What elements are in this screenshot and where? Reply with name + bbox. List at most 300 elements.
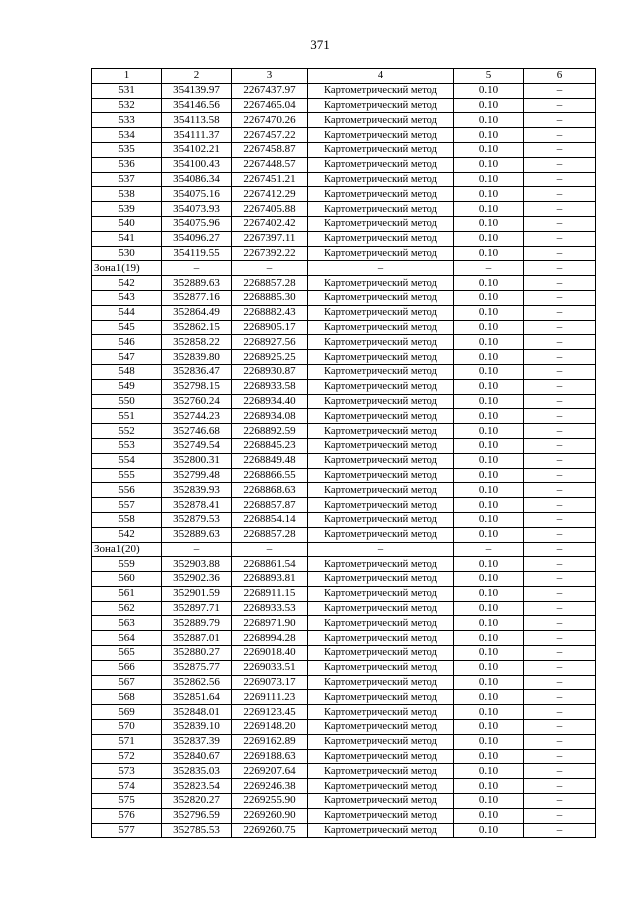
description-cell: – xyxy=(524,261,596,276)
accuracy-cell: 0.10 xyxy=(454,572,524,587)
x-coordinate-cell: – xyxy=(162,542,232,557)
table-row xyxy=(92,172,596,187)
method-cell: Картометрический метод xyxy=(308,142,454,157)
accuracy-cell: 0.10 xyxy=(454,808,524,823)
method-cell: Картометрический метод xyxy=(308,616,454,631)
point-number-cell: 575 xyxy=(92,794,162,809)
point-number-cell: 571 xyxy=(92,734,162,749)
y-coordinate-cell: 2268868.63 xyxy=(232,483,308,498)
method-cell: Картометрический метод xyxy=(308,705,454,720)
method-cell: Картометрический метод xyxy=(308,364,454,379)
table-row xyxy=(92,586,596,601)
accuracy-cell: 0.10 xyxy=(454,764,524,779)
accuracy-cell: 0.10 xyxy=(454,720,524,735)
x-coordinate-cell: 352837.39 xyxy=(162,734,232,749)
header-cell: 6 xyxy=(524,69,596,84)
accuracy-cell: 0.10 xyxy=(454,187,524,202)
x-coordinate-cell: 354100.43 xyxy=(162,157,232,172)
y-coordinate-cell: 2268925.25 xyxy=(232,350,308,365)
method-cell: Картометрический метод xyxy=(308,113,454,128)
header-cell: 2 xyxy=(162,69,232,84)
y-coordinate-cell: 2269207.64 xyxy=(232,764,308,779)
x-coordinate-cell: 352864.49 xyxy=(162,305,232,320)
method-cell: Картометрический метод xyxy=(308,438,454,453)
accuracy-cell: 0.10 xyxy=(454,586,524,601)
x-coordinate-cell: 354073.93 xyxy=(162,202,232,217)
table-row xyxy=(92,409,596,424)
method-cell: Картометрический метод xyxy=(308,172,454,187)
zone-row xyxy=(92,542,596,557)
point-number-cell: 564 xyxy=(92,631,162,646)
point-number-cell: 569 xyxy=(92,705,162,720)
zone-row xyxy=(92,261,596,276)
accuracy-cell: 0.10 xyxy=(454,113,524,128)
accuracy-cell: 0.10 xyxy=(454,379,524,394)
header-cell: 1 xyxy=(92,69,162,84)
method-cell: Картометрический метод xyxy=(308,157,454,172)
description-cell: – xyxy=(524,350,596,365)
y-coordinate-cell: 2267402.42 xyxy=(232,216,308,231)
x-coordinate-cell: 352785.53 xyxy=(162,823,232,838)
x-coordinate-cell: 352875.77 xyxy=(162,660,232,675)
accuracy-cell: 0.10 xyxy=(454,734,524,749)
description-cell: – xyxy=(524,631,596,646)
table-row xyxy=(92,202,596,217)
table-row xyxy=(92,290,596,305)
method-cell: Картометрический метод xyxy=(308,453,454,468)
x-coordinate-cell: 352796.59 xyxy=(162,808,232,823)
y-coordinate-cell: 2269148.20 xyxy=(232,720,308,735)
accuracy-cell: 0.10 xyxy=(454,424,524,439)
y-coordinate-cell: 2269188.63 xyxy=(232,749,308,764)
description-cell: – xyxy=(524,453,596,468)
y-coordinate-cell: 2268861.54 xyxy=(232,557,308,572)
y-coordinate-cell: 2269246.38 xyxy=(232,779,308,794)
y-coordinate-cell: 2267451.21 xyxy=(232,172,308,187)
description-cell: – xyxy=(524,172,596,187)
method-cell: – xyxy=(308,261,454,276)
method-cell: Картометрический метод xyxy=(308,83,454,98)
accuracy-cell: 0.10 xyxy=(454,690,524,705)
point-number-cell: 534 xyxy=(92,128,162,143)
table-row xyxy=(92,305,596,320)
table-row xyxy=(92,779,596,794)
method-cell: Картометрический метод xyxy=(308,512,454,527)
coordinates-table xyxy=(91,68,596,838)
method-cell: Картометрический метод xyxy=(308,764,454,779)
x-coordinate-cell: 354139.97 xyxy=(162,83,232,98)
y-coordinate-cell: 2268857.87 xyxy=(232,498,308,513)
table-row xyxy=(92,601,596,616)
method-cell: Картометрический метод xyxy=(308,498,454,513)
point-number-cell: 538 xyxy=(92,187,162,202)
description-cell: – xyxy=(524,231,596,246)
description-cell: – xyxy=(524,734,596,749)
x-coordinate-cell: 352799.48 xyxy=(162,468,232,483)
x-coordinate-cell: 354102.21 xyxy=(162,142,232,157)
accuracy-cell: 0.10 xyxy=(454,557,524,572)
table-row xyxy=(92,246,596,261)
accuracy-cell: 0.10 xyxy=(454,779,524,794)
y-coordinate-cell: 2268911.15 xyxy=(232,586,308,601)
y-coordinate-cell: 2269073.17 xyxy=(232,675,308,690)
description-cell: – xyxy=(524,379,596,394)
description-cell: – xyxy=(524,157,596,172)
method-cell: Картометрический метод xyxy=(308,246,454,261)
description-cell: – xyxy=(524,675,596,690)
method-cell: Картометрический метод xyxy=(308,675,454,690)
table-row xyxy=(92,720,596,735)
x-coordinate-cell: 352889.63 xyxy=(162,276,232,291)
table-row xyxy=(92,675,596,690)
y-coordinate-cell: 2267392.22 xyxy=(232,246,308,261)
description-cell: – xyxy=(524,276,596,291)
point-number-cell: 556 xyxy=(92,483,162,498)
accuracy-cell: 0.10 xyxy=(454,320,524,335)
table-body xyxy=(92,83,596,838)
method-cell: Картометрический метод xyxy=(308,646,454,661)
table-row xyxy=(92,320,596,335)
table-row xyxy=(92,187,596,202)
point-number-cell: 547 xyxy=(92,350,162,365)
y-coordinate-cell: 2268934.40 xyxy=(232,394,308,409)
method-cell: Картометрический метод xyxy=(308,808,454,823)
page-number: 371 xyxy=(310,37,330,52)
method-cell: Картометрический метод xyxy=(308,483,454,498)
accuracy-cell: 0.10 xyxy=(454,601,524,616)
table-row xyxy=(92,424,596,439)
accuracy-cell: 0.10 xyxy=(454,705,524,720)
x-coordinate-cell: 352880.27 xyxy=(162,646,232,661)
x-coordinate-cell: 352823.54 xyxy=(162,779,232,794)
description-cell: – xyxy=(524,764,596,779)
method-cell: Картометрический метод xyxy=(308,216,454,231)
x-coordinate-cell: – xyxy=(162,261,232,276)
point-number-cell: 558 xyxy=(92,512,162,527)
y-coordinate-cell: 2269033.51 xyxy=(232,660,308,675)
accuracy-cell: – xyxy=(454,542,524,557)
table-row xyxy=(92,276,596,291)
point-number-cell: 545 xyxy=(92,320,162,335)
point-number-cell: 541 xyxy=(92,231,162,246)
accuracy-cell: – xyxy=(454,261,524,276)
point-number-cell: 570 xyxy=(92,720,162,735)
method-cell: Картометрический метод xyxy=(308,320,454,335)
y-coordinate-cell: 2268857.28 xyxy=(232,276,308,291)
method-cell: Картометрический метод xyxy=(308,424,454,439)
description-cell: – xyxy=(524,601,596,616)
y-coordinate-cell: 2267470.26 xyxy=(232,113,308,128)
x-coordinate-cell: 352879.53 xyxy=(162,512,232,527)
method-cell: Картометрический метод xyxy=(308,305,454,320)
table-row xyxy=(92,646,596,661)
description-cell: – xyxy=(524,438,596,453)
table-row xyxy=(92,231,596,246)
point-number-cell: 539 xyxy=(92,202,162,217)
x-coordinate-cell: 352901.59 xyxy=(162,586,232,601)
method-cell: Картометрический метод xyxy=(308,409,454,424)
method-cell: Картометрический метод xyxy=(308,749,454,764)
point-number-cell: 566 xyxy=(92,660,162,675)
table-row xyxy=(92,823,596,838)
method-cell: Картометрический метод xyxy=(308,276,454,291)
point-number-cell: 574 xyxy=(92,779,162,794)
table-row xyxy=(92,483,596,498)
method-cell: Картометрический метод xyxy=(308,572,454,587)
point-number-cell: 546 xyxy=(92,335,162,350)
point-number-cell: 562 xyxy=(92,601,162,616)
point-number-cell: 573 xyxy=(92,764,162,779)
accuracy-cell: 0.10 xyxy=(454,98,524,113)
method-cell: Картометрический метод xyxy=(308,128,454,143)
x-coordinate-cell: 352848.01 xyxy=(162,705,232,720)
y-coordinate-cell: 2268857.28 xyxy=(232,527,308,542)
point-number-cell: 533 xyxy=(92,113,162,128)
y-coordinate-cell: 2267405.88 xyxy=(232,202,308,217)
table-header-row xyxy=(92,69,596,84)
method-cell: Картометрический метод xyxy=(308,290,454,305)
method-cell: Картометрический метод xyxy=(308,335,454,350)
point-number-cell: 549 xyxy=(92,379,162,394)
table-row xyxy=(92,335,596,350)
table-row xyxy=(92,512,596,527)
x-coordinate-cell: 352744.23 xyxy=(162,409,232,424)
method-cell: Картометрический метод xyxy=(308,98,454,113)
method-cell: Картометрический метод xyxy=(308,660,454,675)
description-cell: – xyxy=(524,586,596,601)
table-row xyxy=(92,498,596,513)
accuracy-cell: 0.10 xyxy=(454,157,524,172)
accuracy-cell: 0.10 xyxy=(454,231,524,246)
table-row xyxy=(92,690,596,705)
header-cell: 5 xyxy=(454,69,524,84)
y-coordinate-cell: 2268994.28 xyxy=(232,631,308,646)
method-cell: Картометрический метод xyxy=(308,601,454,616)
point-number-cell: 567 xyxy=(92,675,162,690)
description-cell: – xyxy=(524,216,596,231)
method-cell: Картометрический метод xyxy=(308,394,454,409)
accuracy-cell: 0.10 xyxy=(454,202,524,217)
description-cell: – xyxy=(524,468,596,483)
table-row xyxy=(92,142,596,157)
accuracy-cell: 0.10 xyxy=(454,83,524,98)
y-coordinate-cell: 2269260.90 xyxy=(232,808,308,823)
method-cell: Картометрический метод xyxy=(308,350,454,365)
zone-label-cell: Зона1(20) xyxy=(92,542,162,557)
description-cell: – xyxy=(524,113,596,128)
method-cell: Картометрический метод xyxy=(308,734,454,749)
description-cell: – xyxy=(524,364,596,379)
method-cell: Картометрический метод xyxy=(308,231,454,246)
y-coordinate-cell: 2267458.87 xyxy=(232,142,308,157)
table-row xyxy=(92,453,596,468)
point-number-cell: 548 xyxy=(92,364,162,379)
y-coordinate-cell: 2268930.87 xyxy=(232,364,308,379)
description-cell: – xyxy=(524,290,596,305)
description-cell: – xyxy=(524,572,596,587)
point-number-cell: 542 xyxy=(92,527,162,542)
point-number-cell: 536 xyxy=(92,157,162,172)
point-number-cell: 563 xyxy=(92,616,162,631)
y-coordinate-cell: 2268933.58 xyxy=(232,379,308,394)
point-number-cell: 557 xyxy=(92,498,162,513)
y-coordinate-cell: 2268849.48 xyxy=(232,453,308,468)
accuracy-cell: 0.10 xyxy=(454,409,524,424)
point-number-cell: 555 xyxy=(92,468,162,483)
method-cell: Картометрический метод xyxy=(308,631,454,646)
accuracy-cell: 0.10 xyxy=(454,246,524,261)
description-cell: – xyxy=(524,557,596,572)
description-cell: – xyxy=(524,512,596,527)
point-number-cell: 531 xyxy=(92,83,162,98)
accuracy-cell: 0.10 xyxy=(454,216,524,231)
x-coordinate-cell: 352889.63 xyxy=(162,527,232,542)
description-cell: – xyxy=(524,409,596,424)
zone-label-cell: Зона1(19) xyxy=(92,261,162,276)
table-row xyxy=(92,379,596,394)
point-number-cell: 559 xyxy=(92,557,162,572)
x-coordinate-cell: 354146.56 xyxy=(162,98,232,113)
table-row xyxy=(92,794,596,809)
y-coordinate-cell: 2268882.43 xyxy=(232,305,308,320)
accuracy-cell: 0.10 xyxy=(454,172,524,187)
x-coordinate-cell: 352798.15 xyxy=(162,379,232,394)
accuracy-cell: 0.10 xyxy=(454,749,524,764)
description-cell: – xyxy=(524,705,596,720)
description-cell: – xyxy=(524,246,596,261)
table-row xyxy=(92,616,596,631)
accuracy-cell: 0.10 xyxy=(454,675,524,690)
description-cell: – xyxy=(524,394,596,409)
point-number-cell: 576 xyxy=(92,808,162,823)
header-cell: 4 xyxy=(308,69,454,84)
x-coordinate-cell: 352877.16 xyxy=(162,290,232,305)
method-cell: Картометрический метод xyxy=(308,823,454,838)
method-cell: Картометрический метод xyxy=(308,527,454,542)
table-row xyxy=(92,468,596,483)
table-row xyxy=(92,572,596,587)
accuracy-cell: 0.10 xyxy=(454,512,524,527)
description-cell: – xyxy=(524,749,596,764)
accuracy-cell: 0.10 xyxy=(454,483,524,498)
point-number-cell: 572 xyxy=(92,749,162,764)
description-cell: – xyxy=(524,98,596,113)
y-coordinate-cell: 2268934.08 xyxy=(232,409,308,424)
point-number-cell: 530 xyxy=(92,246,162,261)
description-cell: – xyxy=(524,83,596,98)
accuracy-cell: 0.10 xyxy=(454,498,524,513)
method-cell: Картометрический метод xyxy=(308,794,454,809)
point-number-cell: 543 xyxy=(92,290,162,305)
method-cell: Картометрический метод xyxy=(308,779,454,794)
table-row xyxy=(92,705,596,720)
table-row xyxy=(92,350,596,365)
point-number-cell: 540 xyxy=(92,216,162,231)
description-cell: – xyxy=(524,424,596,439)
x-coordinate-cell: 352897.71 xyxy=(162,601,232,616)
x-coordinate-cell: 354075.16 xyxy=(162,187,232,202)
description-cell: – xyxy=(524,720,596,735)
table-row xyxy=(92,216,596,231)
point-number-cell: 537 xyxy=(92,172,162,187)
point-number-cell: 544 xyxy=(92,305,162,320)
x-coordinate-cell: 352749.54 xyxy=(162,438,232,453)
accuracy-cell: 0.10 xyxy=(454,305,524,320)
header-cell: 3 xyxy=(232,69,308,84)
description-cell: – xyxy=(524,142,596,157)
y-coordinate-cell: 2267457.22 xyxy=(232,128,308,143)
x-coordinate-cell: 352902.36 xyxy=(162,572,232,587)
y-coordinate-cell: 2267437.97 xyxy=(232,83,308,98)
table-row xyxy=(92,364,596,379)
x-coordinate-cell: 352862.15 xyxy=(162,320,232,335)
x-coordinate-cell: 352858.22 xyxy=(162,335,232,350)
y-coordinate-cell: 2268854.14 xyxy=(232,512,308,527)
y-coordinate-cell: 2268905.17 xyxy=(232,320,308,335)
x-coordinate-cell: 352839.80 xyxy=(162,350,232,365)
accuracy-cell: 0.10 xyxy=(454,794,524,809)
point-number-cell: 542 xyxy=(92,276,162,291)
table-row xyxy=(92,631,596,646)
y-coordinate-cell: 2269162.89 xyxy=(232,734,308,749)
x-coordinate-cell: 352903.88 xyxy=(162,557,232,572)
accuracy-cell: 0.10 xyxy=(454,468,524,483)
point-number-cell: 532 xyxy=(92,98,162,113)
table-row xyxy=(92,764,596,779)
x-coordinate-cell: 352878.41 xyxy=(162,498,232,513)
x-coordinate-cell: 352839.10 xyxy=(162,720,232,735)
method-cell: – xyxy=(308,542,454,557)
y-coordinate-cell: 2268927.56 xyxy=(232,335,308,350)
description-cell: – xyxy=(524,483,596,498)
x-coordinate-cell: 354075.96 xyxy=(162,216,232,231)
y-coordinate-cell: 2268885.30 xyxy=(232,290,308,305)
x-coordinate-cell: 352840.67 xyxy=(162,749,232,764)
method-cell: Картометрический метод xyxy=(308,379,454,394)
accuracy-cell: 0.10 xyxy=(454,646,524,661)
y-coordinate-cell: 2268893.81 xyxy=(232,572,308,587)
method-cell: Картометрический метод xyxy=(308,586,454,601)
accuracy-cell: 0.10 xyxy=(454,394,524,409)
y-coordinate-cell: 2267412.29 xyxy=(232,187,308,202)
point-number-cell: 554 xyxy=(92,453,162,468)
y-coordinate-cell: 2269123.45 xyxy=(232,705,308,720)
x-coordinate-cell: 352836.47 xyxy=(162,364,232,379)
accuracy-cell: 0.10 xyxy=(454,290,524,305)
table-row xyxy=(92,660,596,675)
method-cell: Картометрический метод xyxy=(308,720,454,735)
accuracy-cell: 0.10 xyxy=(454,631,524,646)
method-cell: Картометрический метод xyxy=(308,202,454,217)
method-cell: Картометрический метод xyxy=(308,557,454,572)
table-row xyxy=(92,98,596,113)
point-number-cell: 577 xyxy=(92,823,162,838)
y-coordinate-cell: 2267397.11 xyxy=(232,231,308,246)
accuracy-cell: 0.10 xyxy=(454,823,524,838)
accuracy-cell: 0.10 xyxy=(454,527,524,542)
y-coordinate-cell: 2268971.90 xyxy=(232,616,308,631)
description-cell: – xyxy=(524,779,596,794)
accuracy-cell: 0.10 xyxy=(454,128,524,143)
method-cell: Картометрический метод xyxy=(308,468,454,483)
description-cell: – xyxy=(524,128,596,143)
table-row xyxy=(92,157,596,172)
table-row xyxy=(92,808,596,823)
y-coordinate-cell: 2268933.53 xyxy=(232,601,308,616)
x-coordinate-cell: 352889.79 xyxy=(162,616,232,631)
description-cell: – xyxy=(524,542,596,557)
x-coordinate-cell: 352746.68 xyxy=(162,424,232,439)
